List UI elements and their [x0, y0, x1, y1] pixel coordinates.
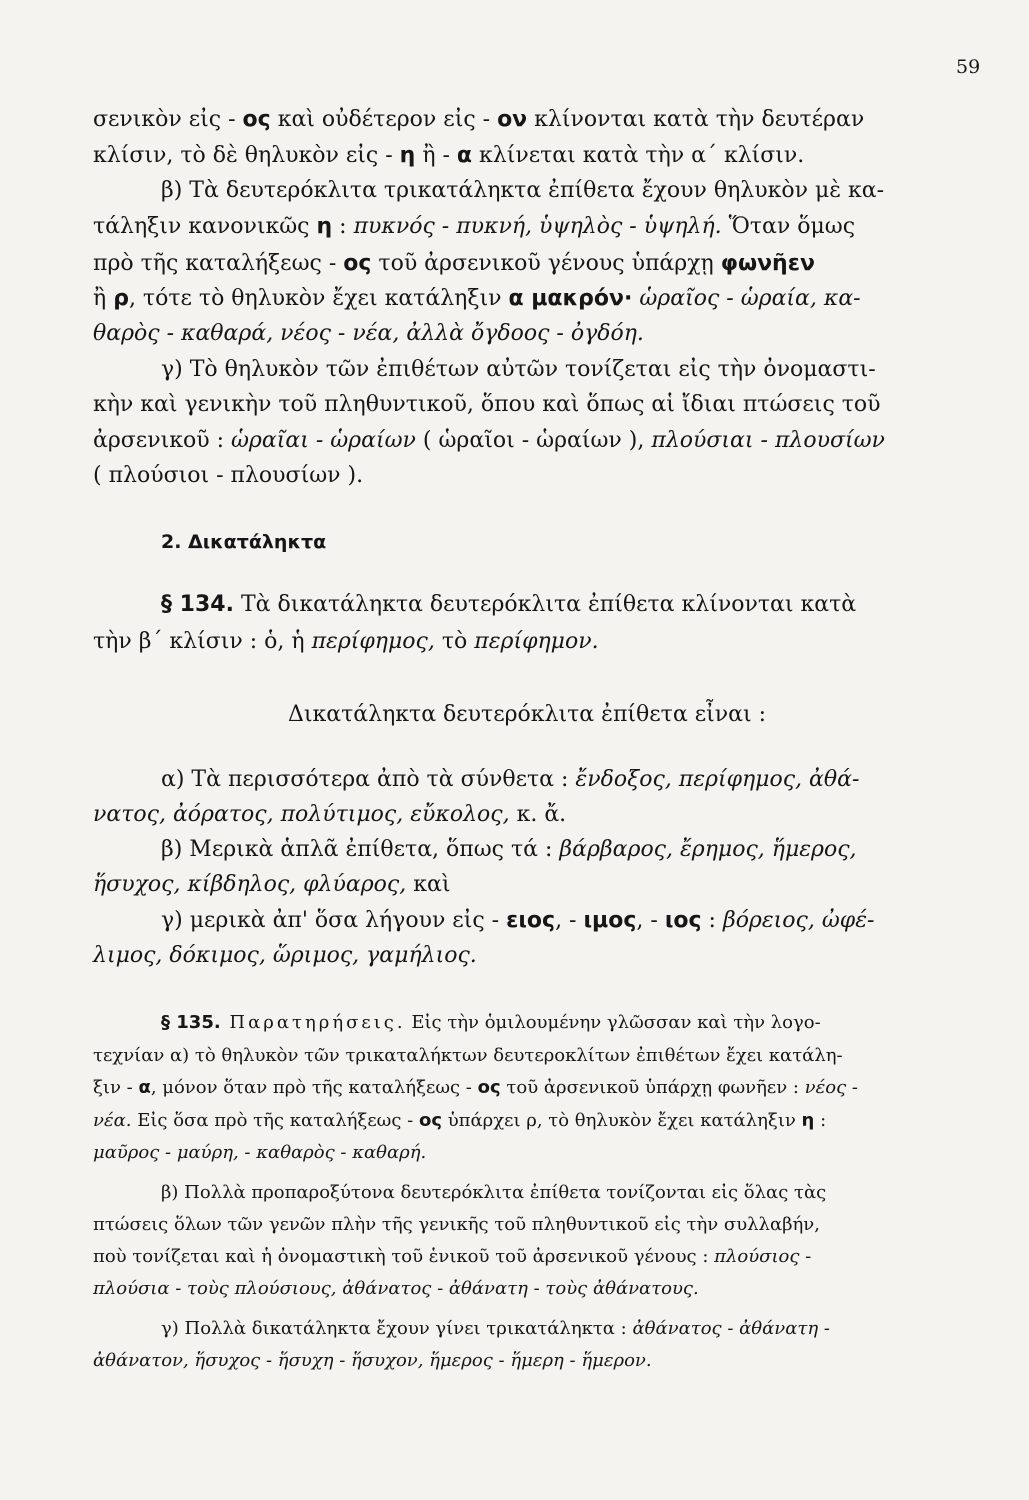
text-line: ἢ ρ, τότε τὸ θηλυκὸν ἔχει κατάληξιν α μακρόν· ὡραῖος - ὡραία, κα- — [93, 286, 861, 311]
text-line: πρὸ τῆς καταλήξεως - ος τοῦ ἀρσενικοῦ γένους ὑπάρχῃ φωνῆεν — [93, 251, 815, 276]
section-heading: 2. Δικατάληκτα — [161, 531, 327, 553]
text-line: γ) Πολλὰ δικατάληκτα ἔχουν γίνει τρικατάληκτα : ἀθάνατος - ἀθάνατη - — [161, 1318, 830, 1339]
text-line: ποὺ τονίζεται καὶ ἡ ὀνομαστικὴ τοῦ ἑνικοῦ τοῦ ἀρσενικοῦ γένους : πλούσιος - — [93, 1246, 812, 1267]
text-line: γ) Τὸ θηλυκὸν τῶν ἐπιθέτων αὐτῶν τονίζεται εἰς τὴν ὀνομαστι- — [161, 357, 876, 382]
text-line: ἀρσενικοῦ : ὡραῖαι - ὡραίων ( ὡραῖοι - ὡραίων ), πλούσιαι - πλουσίων — [93, 428, 885, 453]
text-line: θαρὸς - καθαρά, νέος - νέα, ἀλλὰ ὄγδοος - ὀγδόη. — [93, 321, 644, 346]
text-line: λιμος, δόκιμος, ὥριμος, γαμήλιος. — [93, 943, 477, 968]
text-line: § 135. Παρατηρήσεις. Εἰς τὴν ὁμιλουμένην γλῶσσαν καὶ τὴν λογο- — [161, 1012, 821, 1033]
text-line: σενικὸν εἰς - ος καὶ οὐδέτερον εἰς - ον κλίνονται κατὰ τὴν δευτέραν — [93, 107, 865, 132]
text-line: πλούσια - τοὺς πλούσιους, ἀθάνατος - ἀθάνατη - τοὺς ἀθάνατους. — [93, 1278, 699, 1299]
text-line: ( πλούσιοι - πλουσίων ). — [93, 463, 364, 488]
text-line: β) Μερικὰ ἁπλᾶ ἐπίθετα, ὅπως τά : βάρβαρος, ἔρημος, ἥμερος, — [161, 837, 857, 862]
text-line: τεχνίαν α) τὸ θηλυκὸν τῶν τρικαταλήκτων δευτεροκλίτων ἐπιθέτων ἔχει κατάλη- — [93, 1045, 843, 1066]
text-line: μαῦρος - μαύρη, - καθαρὸς - καθαρή. — [93, 1142, 427, 1163]
text-line: § 134. Τὰ δικατάληκτα δευτερόκλιτα ἐπίθετα κλίνονται κατὰ — [161, 592, 857, 617]
text-line: β) Πολλὰ προπαροξύτονα δευτερόκλιτα ἐπίθετα τονίζονται εἰς ὅλας τὰς — [161, 1182, 827, 1203]
text-line: πτώσεις ὅλων τῶν γενῶν πλὴν τῆς γενικῆς τοῦ πληθυντικοῦ εἰς τὴν συλλαβήν, — [93, 1214, 820, 1235]
text-line: α) Τὰ περισσότερα ἀπὸ τὰ σύνθετα : ἔνδοξος, περίφημος, ἀθά- — [161, 767, 860, 792]
centered-line: Δικατάληκτα δευτερόκλιτα ἐπίθετα εἶναι : — [288, 702, 766, 727]
text-line: ἀθάνατον, ἥσυχος - ἥσυχη - ἥσυχον, ἥμερος - ἥμερη - ἥμερον. — [93, 1350, 652, 1371]
text-line: νέα. Εἰς ὅσα πρὸ τῆς καταλήξεως - ος ὑπάρχει ρ, τὸ θηλυκὸν ἔχει κατάληξιν η : — [93, 1110, 827, 1131]
text-line: τάληξιν κανονικῶς η : πυκνός - πυκνή, ὑψηλὸς - ὑψηλή. Ὅταν ὅμως — [93, 214, 856, 239]
text-line: κλίσιν, τὸ δὲ θηλυκὸν εἰς - η ἢ - α κλίνεται κατὰ τὴν α΄ κλίσιν. — [93, 143, 805, 168]
text-line: νατος, ἀόρατος, πολύτιμος, εὔκολος, κ. ἄ. — [93, 802, 567, 827]
text-line: κὴν καὶ γενικὴν τοῦ πληθυντικοῦ, ὅπου καὶ ὅπως αἱ ἴδιαι πτώσεις τοῦ — [93, 392, 881, 417]
text-line: ξιν - α, μόνον ὅταν πρὸ τῆς καταλήξεως - ος τοῦ ἀρσενικοῦ ὑπάρχῃ φωνῆεν : νέος - — [93, 1077, 858, 1098]
text-line: τὴν β΄ κλίσιν : ὁ, ἡ περίφημος, τὸ περίφημον. — [93, 629, 599, 654]
text-line: ἥσυχος, κίβδηλος, φλύαρος, καὶ — [93, 872, 451, 897]
text-line: γ) μερικὰ ἀπ' ὅσα λήγουν εἰς - ειος, - ιμος, - ιος : βόρειος, ὠφέ- — [161, 908, 875, 933]
page-number: 59 — [956, 56, 981, 78]
text-line: β) Τὰ δευτερόκλιτα τρικατάληκτα ἐπίθετα ἔχουν θηλυκὸν μὲ κα- — [161, 178, 885, 203]
